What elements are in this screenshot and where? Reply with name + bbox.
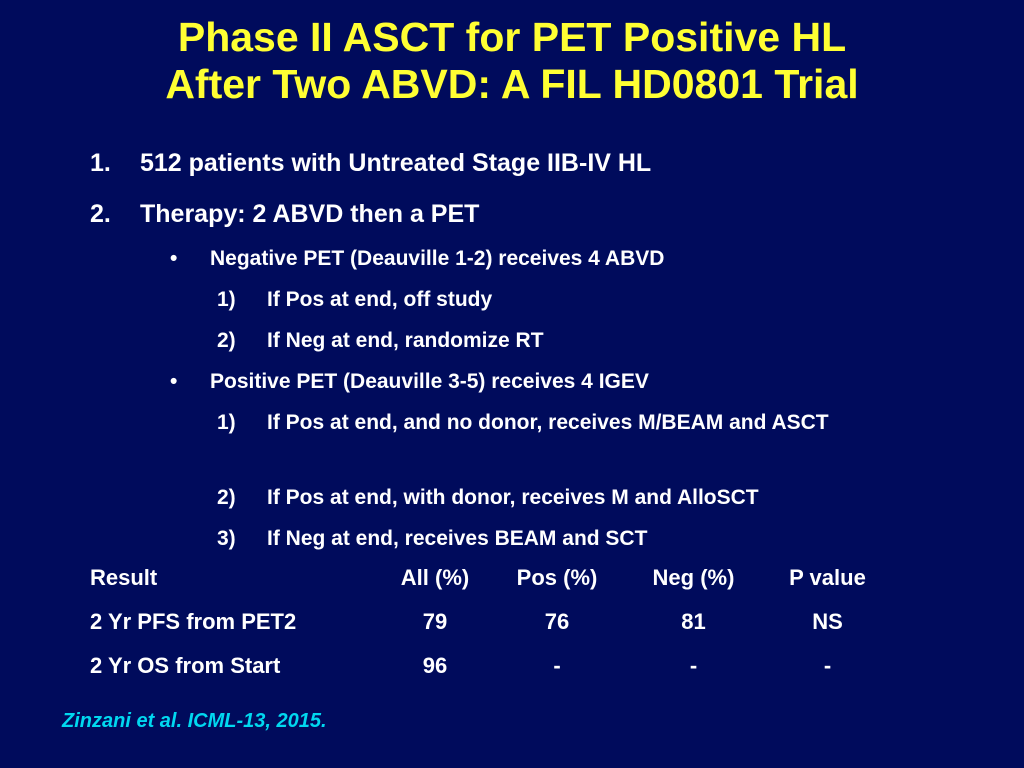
table-header: Result bbox=[90, 565, 158, 590]
table-cell: - bbox=[689, 653, 698, 678]
table-header-row bbox=[0, 564, 1024, 592]
table-row bbox=[0, 652, 1024, 680]
table-cell: 96 bbox=[422, 653, 448, 678]
list-marker: 1. bbox=[90, 149, 111, 177]
sub-marker: 2) bbox=[217, 486, 236, 509]
sub-marker: 2) bbox=[217, 329, 236, 352]
table-cell: 81 bbox=[681, 609, 706, 634]
table-cell: - bbox=[553, 653, 561, 678]
sub-text: If Pos at end, and no donor, receives M/BEAM and ASCT bbox=[267, 411, 829, 434]
bullet-icon: • bbox=[170, 247, 178, 270]
table-cell: 2 Yr PFS from PET2 bbox=[90, 609, 297, 634]
table-cell: 79 bbox=[422, 609, 448, 634]
table-header: Neg (%) bbox=[652, 565, 735, 590]
sub-text: If Pos at end, with donor, receives M and AlloSCT bbox=[267, 486, 759, 509]
list-item-text: Therapy: 2 ABVD then a PET bbox=[140, 200, 480, 228]
sub-item bbox=[217, 410, 917, 470]
sub-marker: 3) bbox=[217, 527, 236, 550]
list-marker: 2. bbox=[90, 200, 111, 228]
title-line-2: After Two ABVD: A FIL HD0801 Trial bbox=[165, 61, 859, 107]
sub-text: If Neg at end, randomize RT bbox=[267, 329, 544, 352]
sub-marker: 1) bbox=[217, 411, 236, 434]
list-item-text: 512 patients with Untreated Stage IIB-IV HL bbox=[140, 149, 652, 177]
bullet-text: Negative PET (Deauville 1-2) receives 4 ABVD bbox=[210, 247, 665, 270]
table-cell: 2 Yr OS from Start bbox=[90, 653, 281, 678]
bullet-text: Positive PET (Deauville 3-5) receives 4 IGEV bbox=[210, 370, 649, 393]
results-table bbox=[0, 564, 1024, 684]
table-cell: NS bbox=[812, 609, 843, 634]
citation: Zinzani et al. ICML-13, 2015. bbox=[62, 710, 327, 732]
table-cell: 76 bbox=[544, 609, 570, 634]
slide-title bbox=[0, 14, 1024, 108]
sub-marker: 1) bbox=[217, 288, 236, 311]
table-header: Pos (%) bbox=[516, 565, 598, 590]
table-header: All (%) bbox=[400, 565, 470, 590]
table-header: P value bbox=[789, 565, 866, 590]
table-row bbox=[0, 608, 1024, 636]
table-cell: - bbox=[823, 653, 832, 678]
sub-text: If Pos at end, off study bbox=[267, 288, 493, 311]
bullet-icon: • bbox=[170, 370, 178, 393]
title-line-1: Phase II ASCT for PET Positive HL bbox=[177, 14, 847, 60]
sub-text: If Neg at end, receives BEAM and SCT bbox=[267, 527, 648, 550]
